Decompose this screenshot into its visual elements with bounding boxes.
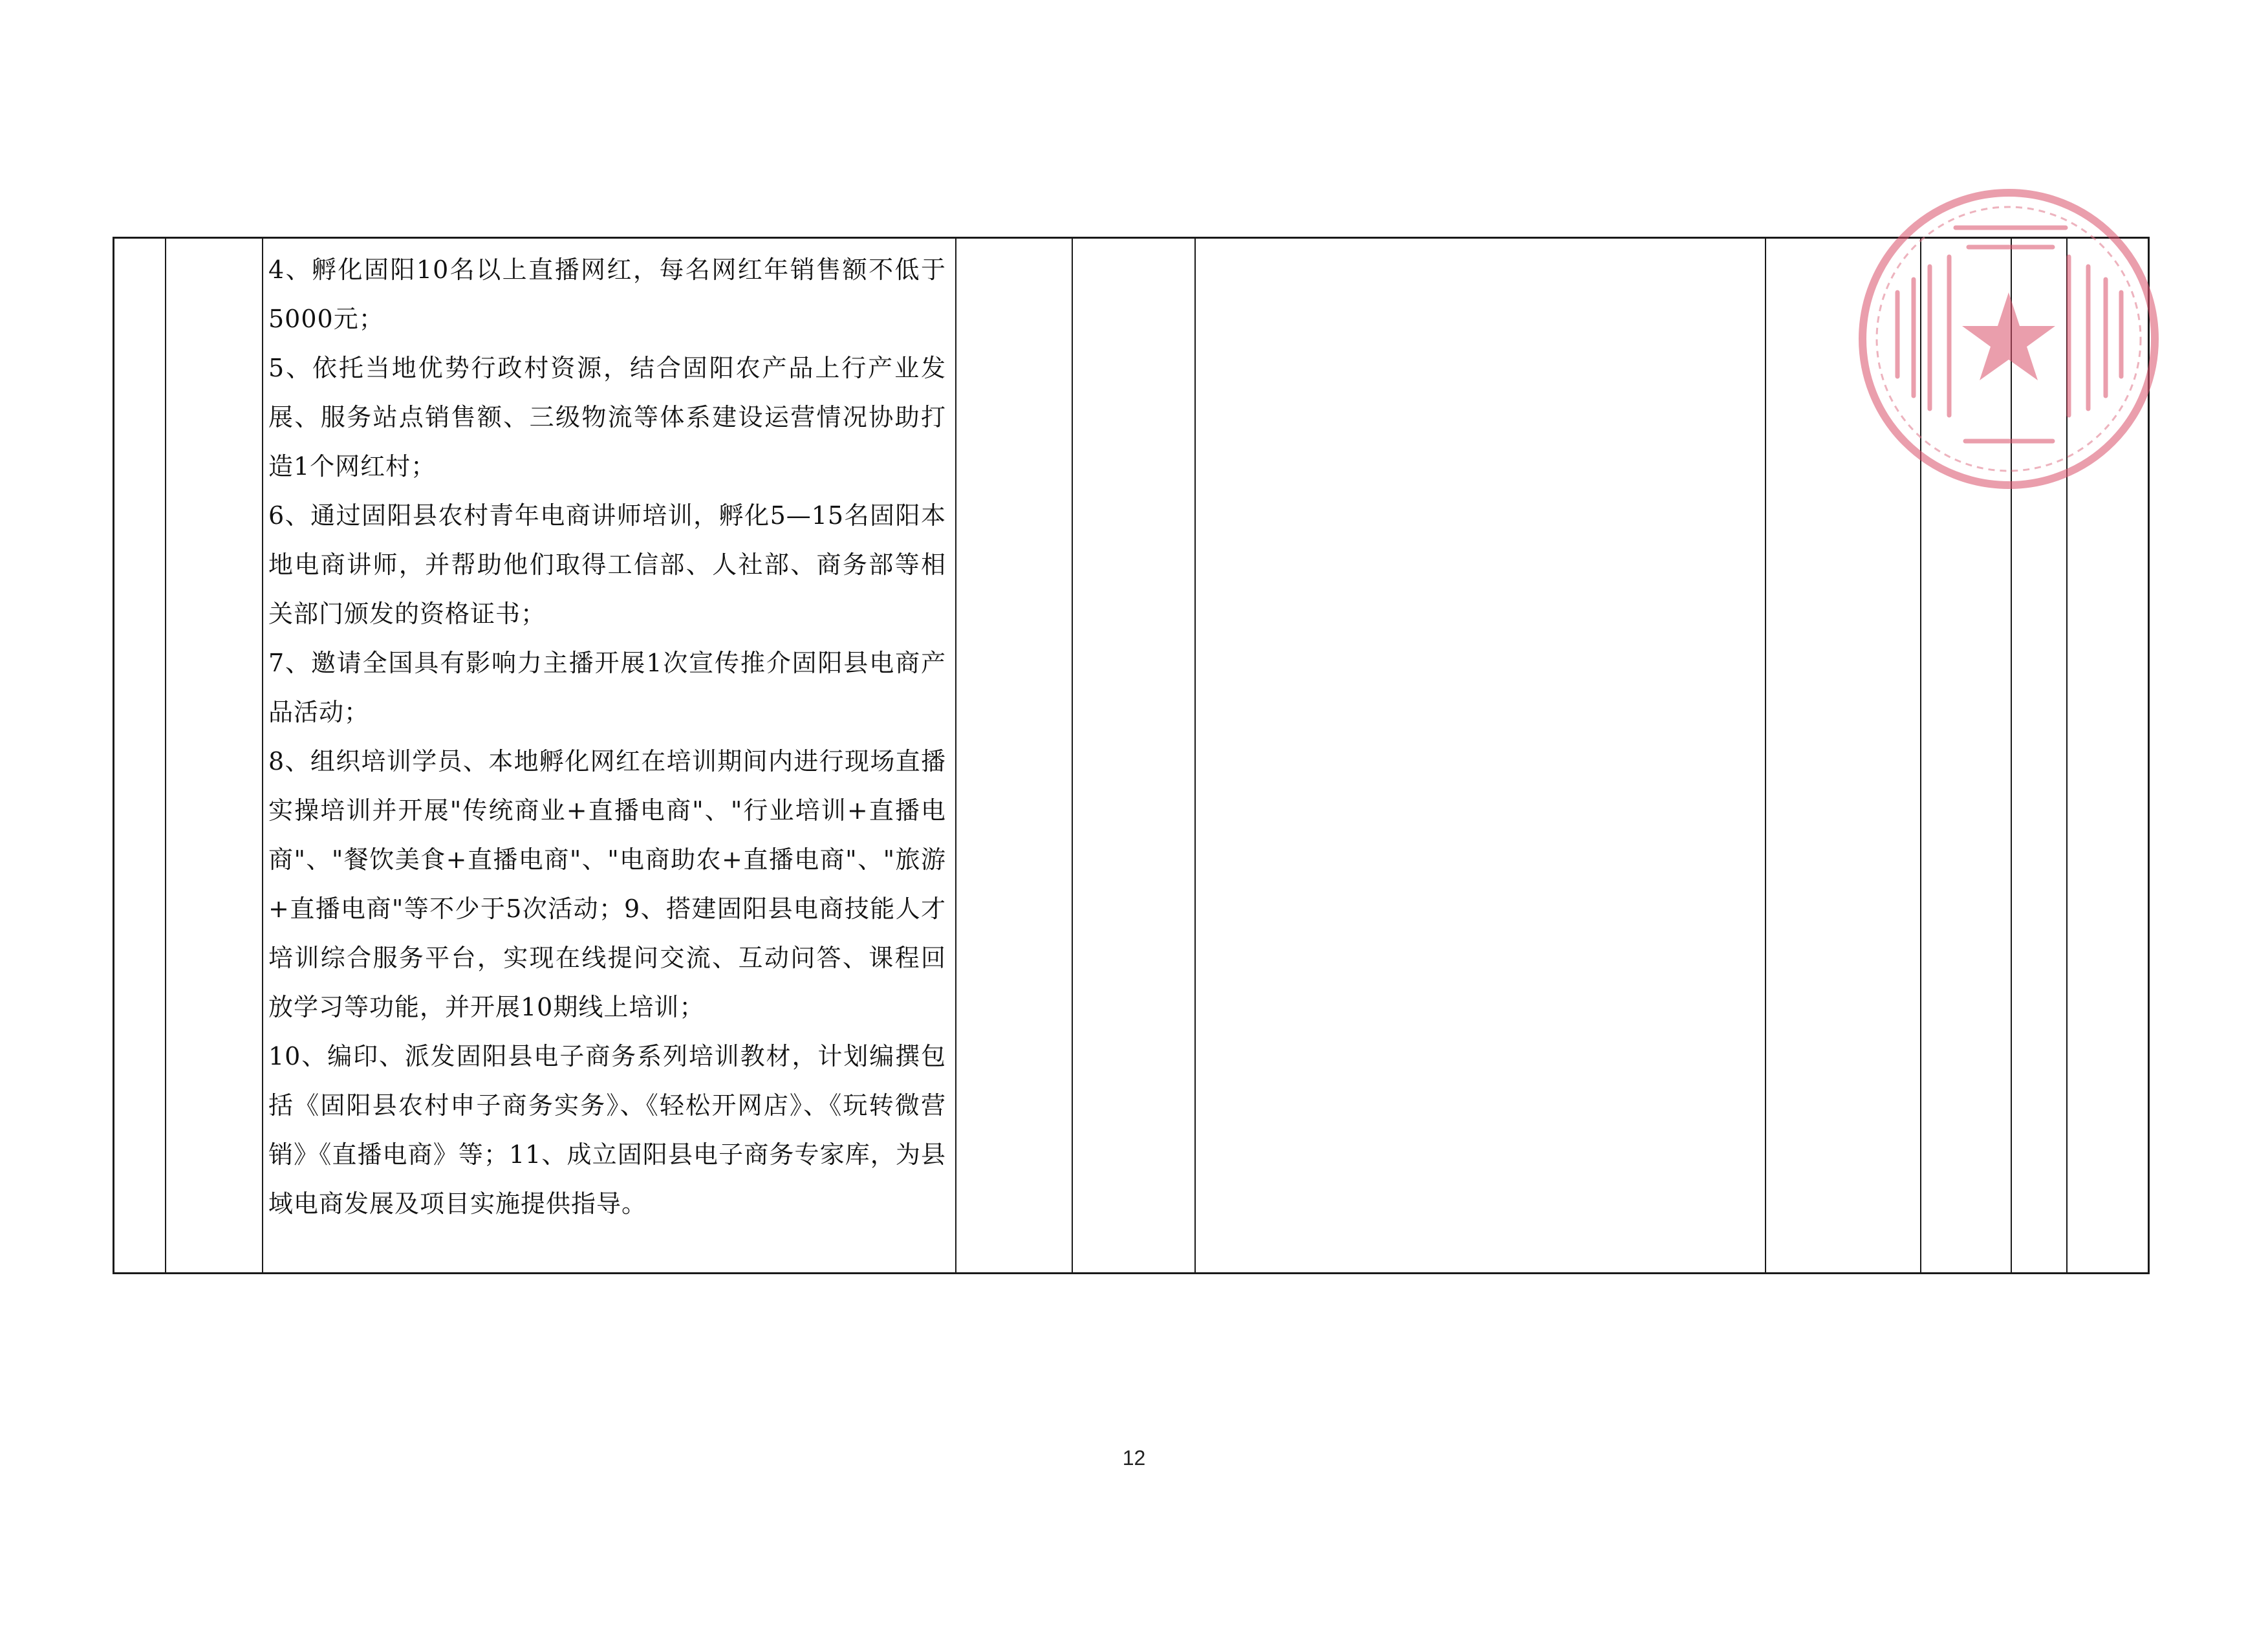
column-divider xyxy=(955,239,956,1272)
task-item: 6、通过固阳县农村青年电商讲师培训，孵化5—15名固阳本地电商讲师，并帮助他们取得工信部、人社部、商务部等相关部门颁发的资格证书； xyxy=(268,501,946,628)
page-number: 12 xyxy=(1122,1446,1146,1470)
column-divider xyxy=(1765,239,1766,1272)
task-item: 10、编印、派发固阳县电子商务系列培训教材，计划编撰包括《固阳县农村申子商务实务》、《轻松开网店》、《玩转微营销》《直播电商》等；11、成立固阳县电子商务专家库，为县域电商发展及项目实施提供指导。 xyxy=(268,1042,946,1218)
task-item: 4、孵化固阳10名以上直播网红，每名网红年销售额不低于5000元； xyxy=(268,255,946,333)
task-item: 8、组织培训学员、本地孵化网红在培训期间内进行现场直播实操培训并开展"传统商业+直播电商"、"行业培训+直播电商"、"餐饮美食+直播电商"、"电商助农+直播电商"、"旅游+直播电商"等不少于5次活动；9、搭建固阳县电商技能人才培训综合服务平台，实现在线提问交流、互动问答、课程回放学习等功能，并开展10期线上培训； xyxy=(268,747,946,1021)
task-content-cell xyxy=(265,245,950,1270)
column-divider xyxy=(1072,239,1073,1272)
task-item: 5、依托当地优势行政村资源，结合固阳农产品上行产业发展、服务站点销售额、三级物流等体系建设运营情况协助打造1个网红村； xyxy=(268,354,946,481)
project-table xyxy=(113,237,2150,1274)
column-divider xyxy=(1194,239,1196,1272)
column-divider xyxy=(262,239,263,1272)
red-star-seal-icon xyxy=(1852,182,2165,495)
column-divider xyxy=(165,239,166,1272)
task-item: 7、邀请全国具有影响力主播开展1次宣传推介固阳县电商产品活动； xyxy=(268,649,946,726)
